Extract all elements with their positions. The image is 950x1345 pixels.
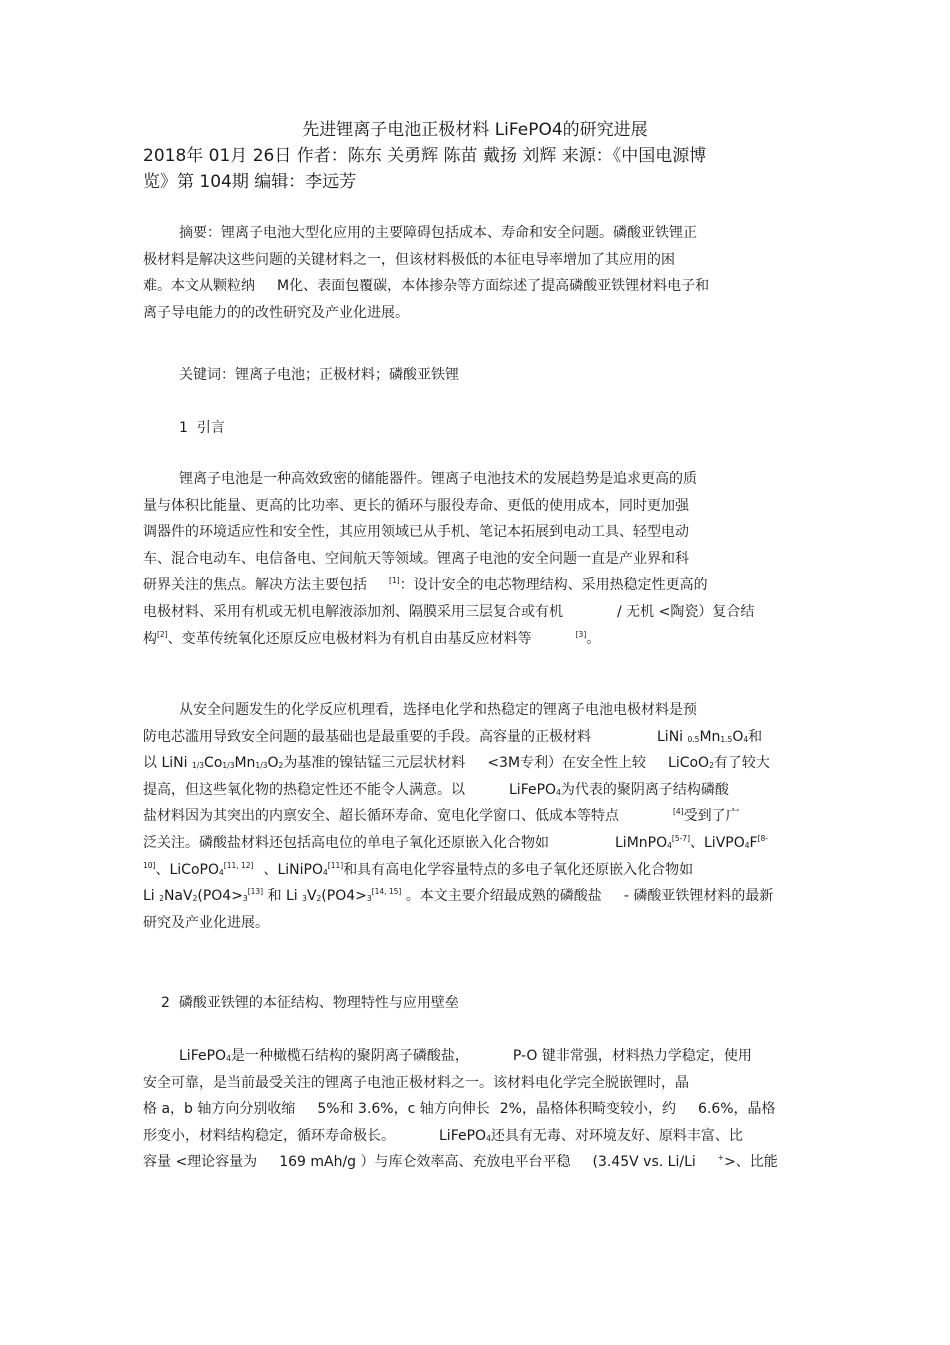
- intro-text: 。: [586, 630, 601, 647]
- safety-line: [143, 830, 813, 857]
- section-title: 引言: [196, 420, 225, 436]
- formula: V: [306, 888, 317, 905]
- article-meta: [143, 143, 813, 195]
- abstract-paragraph: [143, 220, 813, 326]
- formula: LiCoO: [668, 755, 710, 772]
- lfp-text: P-O 键非常强，材料热力学稳定，使用: [512, 1048, 752, 1064]
- intro-line: [143, 599, 813, 626]
- subscript: 1.5: [720, 734, 733, 744]
- intro-text: 构: [143, 630, 157, 647]
- formula: 、LiVPO: [690, 834, 745, 851]
- intro-line: [143, 626, 813, 653]
- formula: 、LiCoPO: [155, 861, 219, 878]
- formula: 和 Li: [267, 888, 298, 905]
- abstract-line: 离子导电能力的的改性研究及产业化进展。: [143, 304, 409, 321]
- safety-line: 从安全问题发生的化学反应机理看，选择电化学和热稳定的锂离子电池电极材料是预: [179, 702, 697, 718]
- formula: O: [267, 755, 279, 772]
- subscript: 4: [486, 1133, 491, 1143]
- formula: LiMnPO: [615, 834, 668, 851]
- safety-line: [143, 724, 813, 751]
- subscript: 4: [744, 840, 750, 850]
- lfp-text: 形变小，材料结构稳定，循环寿命极长。: [143, 1127, 395, 1144]
- abstract-text: 难。本文从颗粒纳: [143, 278, 255, 295]
- safety-line: [143, 803, 813, 830]
- intro-line: 调器件的环境适应性和安全性，其应用领域已从手机、笔记本拓展到电动工具、轻型电动: [143, 524, 689, 541]
- subscript: 3: [366, 894, 372, 904]
- lfp-text: 169 mAh/g ）与库仑效率高、充放电平台平稳: [279, 1154, 571, 1171]
- safety-line: 研究及产业化进展。: [143, 914, 269, 931]
- subscript: 3: [242, 894, 248, 904]
- citation: [1]: [389, 576, 400, 586]
- formula: Mn: [699, 728, 721, 745]
- citation: [8-: [757, 833, 768, 843]
- intro-text: 电极材料、采用有机或无机电解液添加剂、隔膜采用三层复合或有机: [143, 603, 563, 620]
- safety-text: 盐材料因为其突出的内禀安全、超长循环寿命、宽电化学窗口、低成本等特点: [143, 808, 619, 825]
- section-number: 1: [179, 420, 188, 436]
- intro-text: ：设计安全的电芯物理结构、采用热稳定性更高的: [399, 577, 708, 594]
- safety-text: 和具有高电化学容量特点的多电子氧化还原嵌入化合物如: [343, 861, 694, 878]
- subscript: 3: [302, 894, 307, 904]
- meta-line-2: 览》第 104期 编辑：李远芳: [143, 172, 357, 192]
- intro-line: [143, 572, 813, 599]
- lfp-line: [143, 1149, 813, 1176]
- safety-paragraph: [143, 697, 813, 936]
- formula: F: [749, 834, 758, 851]
- citation: 10]: [143, 860, 156, 870]
- lfp-text: 格 a，b 轴方向分别收缩: [143, 1101, 296, 1118]
- lfp-text: 5%和 3.6%，c 轴方向伸长: [317, 1101, 490, 1118]
- safety-text: 受到了广: [683, 808, 740, 825]
- lfp-line: [143, 1123, 813, 1150]
- safety-text: 提高，但这些氧化物的热稳定性还不能令人满意。以: [143, 781, 465, 798]
- section-number: 2: [161, 995, 170, 1011]
- intro-text: / 无机 <陶瓷）复合结: [617, 603, 755, 620]
- safety-text: - 磷酸亚铁锂材料的最新: [623, 888, 774, 905]
- subscript: 1/3: [255, 761, 268, 771]
- subscript: 0.5: [687, 734, 700, 744]
- intro-line: 量与体积比能量、更高的比功率、更长的循环与服役寿命、更低的使用成本，同时更加强: [143, 497, 689, 514]
- safety-text: 为代表的聚阴离子结构磷酸: [560, 781, 729, 798]
- formula: 以 LiNi: [143, 755, 188, 772]
- safety-text: 为基准的镍钴锰三元层状材料: [283, 755, 466, 772]
- formula: LiNi: [657, 728, 684, 745]
- intro-text: 、变革传统氧化还原反应电极材料为有机自由基反应材料等: [167, 630, 532, 647]
- formula: 、LiNiPO: [263, 861, 323, 878]
- safety-text: 有了较大: [713, 755, 770, 772]
- subscript: 4: [218, 867, 224, 877]
- formula: Li: [143, 888, 155, 905]
- safety-text: 泛关注。磷酸盐材料还包括高电位的单电子氧化还原嵌入化合物如: [143, 834, 549, 851]
- formula: O: [732, 728, 744, 745]
- safety-text: 防电芯滥用导致安全问题的最基础也是最重要的手段。高容量的正极材料: [143, 728, 591, 745]
- subscript: 2: [278, 761, 284, 771]
- safety-line: [143, 857, 813, 884]
- citation: [2]: [157, 629, 168, 639]
- lfp-paragraph: [143, 1043, 813, 1176]
- safety-line: [143, 750, 813, 777]
- formula: LiFePO: [179, 1048, 227, 1064]
- subscript: 2: [159, 894, 164, 904]
- formula: Mn: [234, 755, 256, 772]
- abstract-line: 摘要：锂离子电池大型化应用的主要障碍包括成本、寿命和安全问题。磷酸亚铁锂正: [179, 225, 697, 241]
- formula: Co: [204, 755, 223, 772]
- lfp-line: [143, 1096, 813, 1123]
- citation: [11, 12]: [223, 860, 254, 870]
- citation: [11]: [327, 860, 344, 870]
- intro-line: 车、混合电动车、电信备电、空间航天等领域。锂离子电池的安全问题一直是产业界和科: [143, 550, 689, 567]
- lfp-text: >、比能: [724, 1154, 778, 1171]
- subscript: 2: [316, 894, 322, 904]
- intro-line: 锂离子电池是一种高效致密的储能器件。锂离子电池技术的发展趋势是追求更高的质: [179, 471, 697, 487]
- lfp-text: 容量 <理论容量为: [143, 1154, 258, 1171]
- lfp-text: 2%，晶格体积畸变较小，约: [499, 1101, 676, 1118]
- subscript: 4: [556, 787, 561, 797]
- safety-line: [143, 883, 813, 910]
- subscript: 4: [226, 1054, 231, 1063]
- intro-text: 研界关注的焦点。解决方法主要包括: [143, 577, 367, 594]
- citation: [3]: [575, 629, 587, 639]
- section-2-heading: [161, 993, 459, 1013]
- subscript: 1/3: [222, 761, 235, 771]
- citation: [5-7]: [671, 833, 690, 843]
- safety-text: <3M专利）在安全性上较: [487, 755, 647, 772]
- lfp-line: [143, 1043, 813, 1070]
- citation: [14, 15]: [371, 887, 402, 897]
- subscript: 2: [192, 894, 198, 904]
- citation: [13]: [247, 887, 264, 897]
- lfp-text: 还具有无毒、对环境友好、原料丰富、比: [490, 1127, 743, 1144]
- lfp-text: (3.45V vs. Li/Li: [592, 1154, 696, 1171]
- safety-line: [143, 777, 813, 804]
- abstract-line: [143, 273, 813, 300]
- section-1-heading: [179, 418, 225, 438]
- formula: (PO4>: [197, 888, 243, 905]
- formula: LiFePO: [439, 1127, 487, 1144]
- intro-paragraph: [143, 466, 813, 652]
- abstract-text: M化、表面包覆碳，本体掺杂等方面综述了提高磷酸亚铁锂材料电子和: [277, 278, 710, 295]
- meta-line-1: 2018年 01月 26日 作者：陈东 关勇辉 陈苗 戴扬 刘辉 来源：《中国电源博: [143, 146, 707, 166]
- subscript: 4: [667, 840, 672, 850]
- safety-text: 。本文主要介绍最成熟的磷酸盐: [405, 888, 602, 905]
- subscript: 1/3: [191, 761, 205, 771]
- subscript: 4: [743, 734, 749, 744]
- formula: LiFePO: [509, 781, 557, 798]
- citation: [4]: [673, 807, 684, 817]
- lfp-text: 是一种橄榄石结构的聚阴离子磷酸盐，: [230, 1048, 469, 1064]
- keywords: 关键词：锂离子电池；正极材料；磷酸亚铁锂: [179, 367, 459, 383]
- subscript: 4: [323, 867, 328, 877]
- lfp-line: 安全可靠，是当前最受关注的锂离子电池正极材料之一。该材料电化学完全脱嵌锂时，晶: [143, 1074, 689, 1091]
- formula: (PO4>: [321, 888, 367, 905]
- superscript: +: [717, 1153, 725, 1163]
- article-title: 先进锂离子电池正极材料 LiFePO4的研究进展: [302, 120, 648, 140]
- formula: NaV: [163, 888, 193, 905]
- lfp-text: 6.6%，晶格: [697, 1101, 776, 1118]
- subscript: 2: [709, 761, 714, 771]
- abstract-line: 极材料是解决这些问题的关键材料之一，但该材料极低的本征电导率增加了其应用的困: [143, 251, 675, 268]
- safety-text: 和: [748, 728, 763, 745]
- section-title: 磷酸亚铁锂的本征结构、物理特性与应用壁垒: [178, 995, 459, 1011]
